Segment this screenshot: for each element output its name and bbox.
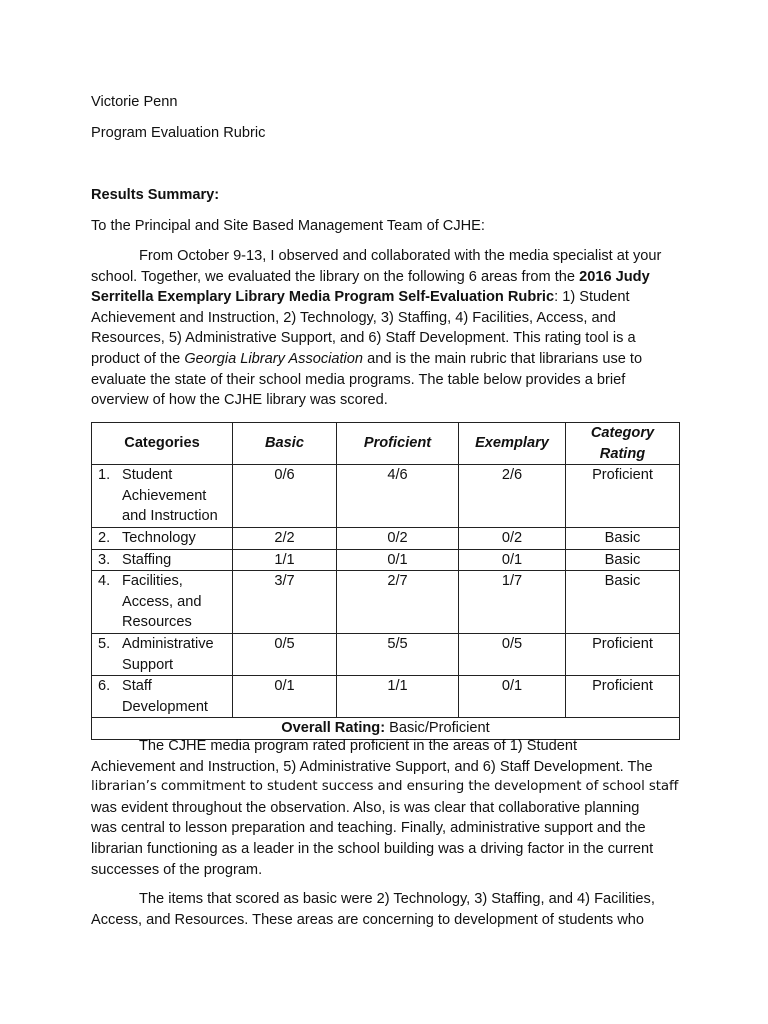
body-line: The CJHE media program rated proficient in the areas of 1) Student xyxy=(139,738,578,754)
body-line: Achievement and Instruction, 5) Administrative Support, and 6) Staff Development. The xyxy=(91,758,653,775)
proficient-score-cell: 5/5 xyxy=(337,633,459,675)
category-cell xyxy=(92,465,233,528)
category-number: 3. xyxy=(98,551,111,568)
rating-score-cell: Proficient xyxy=(566,465,680,528)
basic-score-cell: 1/1 xyxy=(233,549,337,571)
proficient-score-cell: 0/2 xyxy=(337,527,459,549)
proficient-score-cell: 2/7 xyxy=(337,571,459,634)
body-line: Access, and Resources. These areas are concerning to development of students who xyxy=(91,911,644,928)
intro-line: From October 9-13, I observed and collaborated with the media specialist at your xyxy=(139,248,662,264)
intro-line: Serritella Exemplary Library Media Program Self-Evaluation Rubric: 1) Student xyxy=(91,289,630,306)
category-name-line: Staffing xyxy=(122,551,172,568)
basic-score-cell: 3/7 xyxy=(233,571,337,634)
category-name xyxy=(122,571,228,633)
table-row xyxy=(92,676,680,718)
basic-score-cell: 2/2 xyxy=(233,527,337,549)
body-line: The items that scored as basic were 2) Technology, 3) Staffing, and 4) Facilities, xyxy=(139,891,655,907)
category-name xyxy=(122,676,228,717)
intro-line: school. Together, we evaluated the library on the following 6 areas from the 2016 Judy xyxy=(91,268,650,285)
category-name-line: Facilities, xyxy=(122,573,183,590)
basic-score-cell: 0/1 xyxy=(233,676,337,718)
category-cell xyxy=(92,549,233,571)
basic-paragraph xyxy=(91,889,691,930)
category-name-line: Student xyxy=(122,467,173,484)
body-line: librarian’s commitment to student success and ensuring the development of school staff xyxy=(91,779,679,795)
table-row xyxy=(92,633,680,675)
category-cell xyxy=(92,571,233,634)
proficient-score-cell: 0/1 xyxy=(337,549,459,571)
exemplary-score-cell: 1/7 xyxy=(459,571,566,634)
body-line: was central to lesson preparation and teaching. Finally, administrative support and the xyxy=(91,820,646,837)
rating-score-cell: Basic xyxy=(566,549,680,571)
category-name xyxy=(122,528,228,549)
category-name-line: Achievement xyxy=(122,487,207,504)
rating-score-cell: Proficient xyxy=(566,633,680,675)
overall-rating-value: Basic/Proficient xyxy=(385,720,490,737)
intro-paragraph xyxy=(91,246,691,411)
rubric-name-bold: 2016 Judy xyxy=(579,268,650,285)
category-name-line: Technology xyxy=(122,529,196,546)
category-name-line: Support xyxy=(122,656,174,673)
rating-score-cell: Basic xyxy=(566,571,680,634)
category-name-line: Staff xyxy=(122,678,152,695)
category-cell xyxy=(92,527,233,549)
category-name-line: Administrative xyxy=(122,635,214,652)
category-name-line: Development xyxy=(122,698,208,715)
table-row xyxy=(92,549,680,571)
exemplary-score-cell: 0/2 xyxy=(459,527,566,549)
exemplary-score-cell: 0/1 xyxy=(459,549,566,571)
category-name xyxy=(122,550,228,571)
header-basic: Basic xyxy=(233,423,337,465)
table-row xyxy=(92,571,680,634)
category-number: 2. xyxy=(98,529,111,546)
category-name-line: Resources xyxy=(122,614,192,631)
header-exemplary: Exemplary xyxy=(459,423,566,465)
basic-score-cell: 0/6 xyxy=(233,465,337,528)
category-name xyxy=(122,634,228,675)
rubric-name-bold: Serritella Exemplary Library Media Program Self-Evaluation Rubric xyxy=(91,289,555,306)
salutation: To the Principal and Site Based Management Team of CJHE: xyxy=(91,218,485,234)
basic-score-cell: 0/5 xyxy=(233,633,337,675)
association-name: Georgia Library Association xyxy=(184,350,364,367)
table-row xyxy=(92,465,680,528)
exemplary-score-cell: 0/5 xyxy=(459,633,566,675)
table-row xyxy=(92,527,680,549)
body-line: was evident throughout the observation. Also, is was clear that collaborative planning xyxy=(91,799,640,816)
category-cell xyxy=(92,676,233,718)
intro-line: product of the Georgia Library Association and is the main rubric that librarians use to xyxy=(91,350,643,367)
header-category-rating: Category Rating xyxy=(566,423,680,465)
results-summary-heading: Results Summary: xyxy=(91,187,220,203)
intro-line: Achievement and Instruction, 2) Technology, 3) Staffing, 4) Facilities, Access, and xyxy=(91,309,616,326)
body-line: librarian functioning as a leader in the school building was a driving factor in the current xyxy=(91,840,654,857)
category-number: 5. xyxy=(98,635,111,652)
overall-rating-label: Overall Rating: xyxy=(281,720,386,737)
exemplary-score-cell: 0/1 xyxy=(459,676,566,718)
rubric-results-table xyxy=(91,422,680,740)
document-title: Program Evaluation Rubric xyxy=(91,125,266,141)
category-cell xyxy=(92,633,233,675)
exemplary-score-cell: 2/6 xyxy=(459,465,566,528)
header-categories: Categories xyxy=(92,423,233,465)
category-name-line: Access, and xyxy=(122,593,202,610)
rating-score-cell: Basic xyxy=(566,527,680,549)
category-number: 6. xyxy=(98,678,111,695)
intro-line: evaluate the state of their school media programs. The table below provides a brief xyxy=(91,371,626,388)
proficient-score-cell: 1/1 xyxy=(337,676,459,718)
intro-line: Resources, 5) Administrative Support, and 6) Staff Development. This rating tool is a xyxy=(91,330,636,347)
rating-score-cell: Proficient xyxy=(566,676,680,718)
table-header-row xyxy=(92,423,680,465)
category-name-line: and Instruction xyxy=(122,508,218,525)
body-line: successes of the program. xyxy=(91,861,263,878)
intro-line: overview of how the CJHE library was scored. xyxy=(91,392,388,409)
category-number: 4. xyxy=(98,573,111,590)
category-number: 1. xyxy=(98,467,111,484)
category-name xyxy=(122,465,228,527)
header-proficient: Proficient xyxy=(337,423,459,465)
proficient-paragraph xyxy=(91,736,691,880)
proficient-score-cell: 4/6 xyxy=(337,465,459,528)
author-name: Victorie Penn xyxy=(91,94,178,110)
